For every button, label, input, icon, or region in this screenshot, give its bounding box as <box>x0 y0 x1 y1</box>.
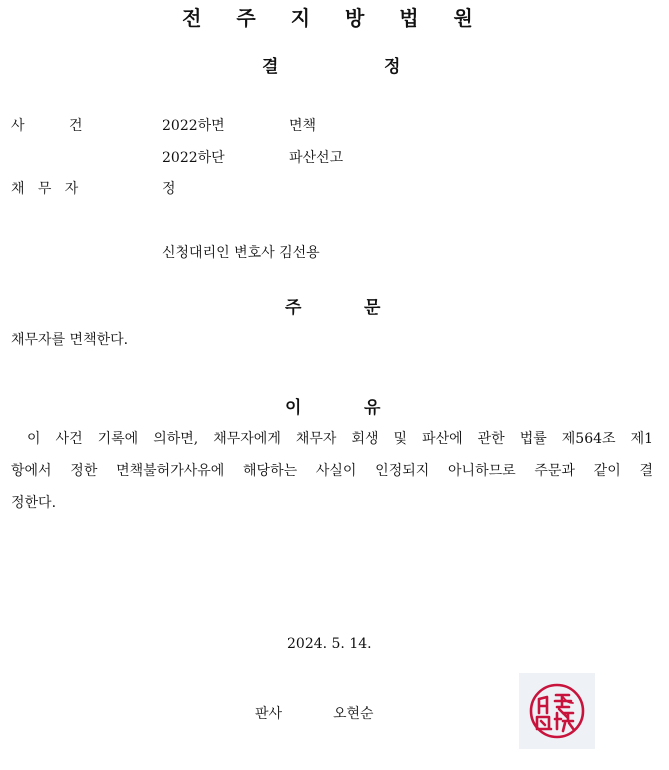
order-text: 채무자를 면책한다. <box>11 332 129 348</box>
reason-line-2: 항에서 정한 면책불허가사유에 해당하는 사실이 인정되지 아니하므로 주문과 같이 결 <box>11 463 653 479</box>
decision-date: 2024. 5. 14. <box>287 636 372 652</box>
judge-title: 판사 <box>255 706 283 722</box>
order-heading-right: 문 <box>364 298 381 318</box>
seal-stamp-icon <box>519 673 595 749</box>
debtor-name: 정 <box>162 181 176 197</box>
applicant-agent: 신청대리인 변호사 김선용 <box>162 245 320 261</box>
case-number-2: 2022하단 <box>162 150 225 166</box>
order-heading-left: 주 <box>285 298 302 318</box>
doc-type-right: 정 <box>384 57 401 77</box>
reason-line-3: 정한다. <box>11 495 57 511</box>
reason-line-1: 이 사건 기록에 의하면, 채무자에게 채무자 회생 및 파산에 관한 법률 제564조 제1 <box>27 431 653 447</box>
judge-name: 오현순 <box>333 706 374 722</box>
case-label: 사 건 <box>11 118 83 134</box>
case-title-1: 면책 <box>289 118 317 134</box>
reason-heading-left: 이 <box>285 398 302 418</box>
case-number-1: 2022하면 <box>162 118 225 134</box>
doc-type-left: 결 <box>262 57 279 77</box>
case-title-2: 파산선고 <box>289 150 344 166</box>
judge-seal <box>519 673 595 749</box>
reason-heading-right: 유 <box>364 398 381 418</box>
debtor-label: 채 무 자 <box>11 181 79 197</box>
court-name: 전 주 지 방 법 원 <box>182 6 487 30</box>
